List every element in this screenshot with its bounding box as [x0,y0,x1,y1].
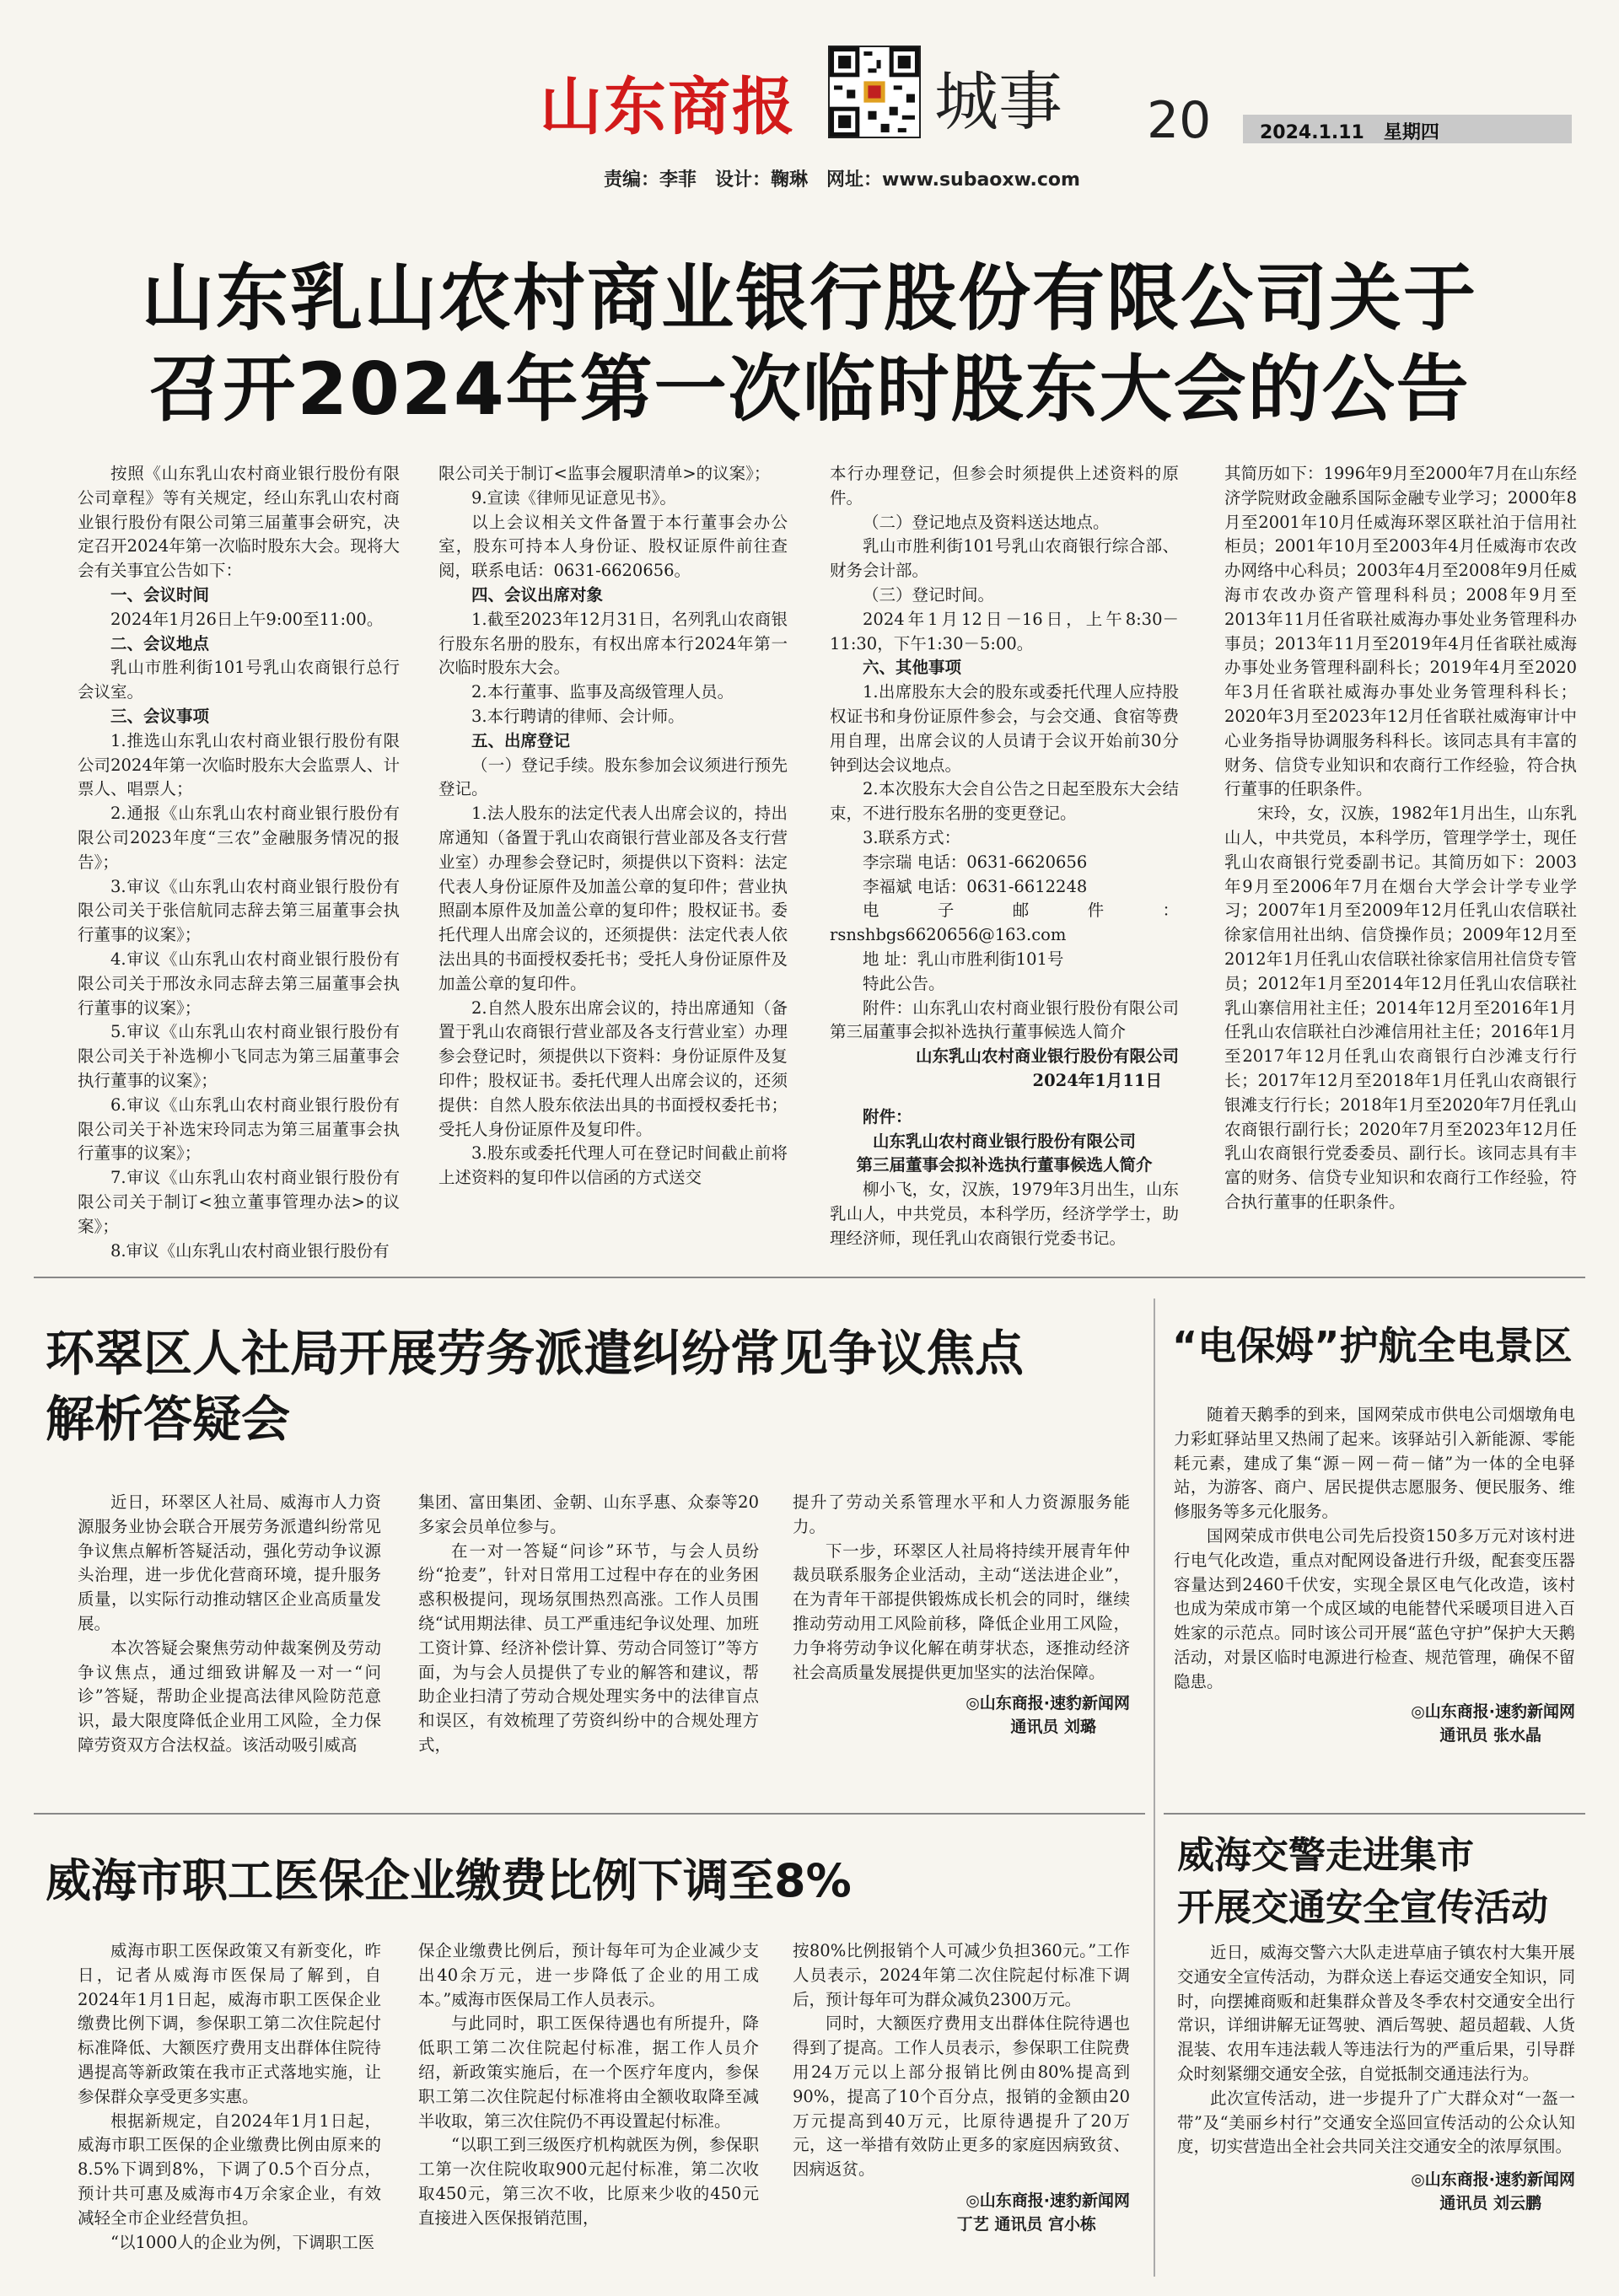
power-article-body: 随着天鹅季的到来，国网荣成市供电公司烟墩角电力彩虹驿站里又热闹了起来。该驿站引入新能源、零能耗元素，建成了集“源－网－荷－储”为一体的全电驿站，为游客、商户、居民提供志愿服务、便民服务、维修服务等多元化服务。 国网荣成市供电公司先后投资150多万元对该村进行电气化改造，重点对配网设备进行升级，配套变压器容量达到2460千伏安，实现全景区电气化改造，该村也成为荣成市第一个成区域的电能替代采暖项目进入百姓家的示范点。同时该公司开展“蓝色守护”保护大天鹅活动，对景区临时电源进行检查、规范管理，确保不留隐患。 ◎山东商报·速豹新闻网 通讯员 张水晶 [1174,1403,1575,1747]
labor-column-2: 集团、富田集团、金朝、山东孚惠、众泰等20多家会员单位参与。 在一对一答疑“问诊”环节，与会人员纷纷“抢麦”，针对日常用工过程中存在的业务困惑积极提问，现场氛围热烈高涨。工作人员围绕“试用期法律、员工严重违纪争议处理、加班工资计算、经济补偿计算、劳动合同签订”等方面，为与会人员提供了专业的解答和建议，帮助企业扫清了劳动合规处理实务中的法律盲点和误区，有效梳理了劳资纠纷中的合规处理方式， [418,1492,759,1755]
qr-code-icon [828,46,921,138]
article-divider [34,1813,1145,1815]
notice-headline: 山东乳山农村商业银行股份有限公司关于 召开2024年第一次临时股东大会的公告 [142,256,1477,432]
notice-column-2: 限公司关于制订<监事会履职清单>的议案》； 9.宣读《律师见证意见书》。 以上会议相关文件备置于本行董事会办公室，股东可持本人身份证、股权证原件前往查阅，联系电话：0631-6620656。 四、会议出席对象 1.截至2023年12月31日，名列乳山农商银行股东名册的股东，有权出席本行2024年第一次临时股东大会。 2.本行董事、监事及高级管理人员。 3.本行聘请的律师、会计师。 五、出席登记 （一）登记手续。股东参加会议须进行预先登记。 1.法人股东的法定代表人出席会议的，持出席通知（备置于乳山农商银行营业部及各支行营业室）办理参会登记时，须提供以下资料：法定代表人身份证原件及加盖公章的复印件；营业执照副本原件及加盖公章的复印件；股权证书。委托代理人出席会议的，还须提供：法定代表人依法出具的书面授权委托书；受托人身份证原件及加盖公章的复印件。 2.自然人股东出席会议的，持出席通知（备置于乳山农商银行营业部及各支行营业室）办理参会登记时，须提供以下资料：身份证原件及复印件；股权证书。委托代理人出席会议的，还须提供：自然人股东依法出具的书面授权委托书；受托人身份证原件及复印件。 3.股东或委托代理人可在登记时间截止前将上述资料的复印件以信函的方式送交 [438,464,788,1188]
medical-byline: ◎山东商报·速豹新闻网 丁艺 通讯员 宫小栋 [956,2191,1130,2234]
notice-signature: 山东乳山农村商业银行股份有限公司 [915,1046,1179,1067]
labor-byline: ◎山东商报·速豹新闻网 通讯员 刘璐 [965,1694,1130,1737]
attachment-label: 附件： [863,1106,912,1126]
section-name: 城事 [934,64,1062,139]
article-divider-right [1164,1813,1585,1815]
notice-column-4: 其简历如下：1996年9月至2000年7月在山东经济学院财政金融系国际金融专业学习；2000年8月至2001年10月任威海环翠区联社泊于信用社柜员；2001年10月至2003年4月任威海市农改办网络中心科员；2003年4月至2008年9月任威海市农改办资产管理科科员；2008年9月至2013年11月任省联社威海办事处业务管理科办事员；2013年11月至2019年4月任省联社威海办事处业务管理科副科长；2019年4月至2020年3月任省联社威海办事处业务管理科科长；2020年3月至2023年12月任省联社威海审计中心业务指导协调服务科科长。该同志具有丰富的财务、信贷专业知识和农商行工作经验，符合执行董事的任职条件。 宋玲，女，汉族，1982年1月出生，山东乳山人，中共党员，本科学历，管理学学士，现任乳山农商银行党委副书记。其简历如下：2003年9月至2006年7月在烟台大学会计学专业学习；2007年1月至2009年12月任乳山农信联社徐家信用社出纳、信贷操作员；2009年12月至2012年1月任乳山农信联社徐家信用社信贷专管员；2012年1月至2014年12月任乳山农信联社乳山寨信用社主任；2014年12月至2016年1月任乳山农信联社白沙滩信用社主任；2016年1月至2017年12月任乳山农商银行白沙滩支行行长；2017年12月至2018年1月任乳山农商银行银滩支行行长；2018年1月至2020年7月任乳山农商银行副行长；2020年7月至2023年12月任乳山农商银行党委委员、副行长。该同志具有丰富的财务、信贷专业知识和农商行工作经验，符合执行董事的任职条件。 [1224,464,1577,1212]
traffic-byline: ◎山东商报·速豹新闻网 通讯员 刘云鹏 [1411,2170,1575,2213]
labor-article-title: 环翠区人社局开展劳务派遣纠纷常见争议焦点 解析答疑会 [46,1325,1025,1448]
column-divider [1154,1299,1155,2277]
power-article-title: “电保姆”护航全电景区 [1172,1323,1573,1368]
paper-logo: 山东商报 [540,71,796,143]
section-divider [34,1277,1585,1278]
notice-column-1: 按照《山东乳山农村商业银行股份有限公司章程》等有关规定，经山东乳山农村商业银行股份有限公司第三届董事会研究，决定召开2024年第一次临时股东大会。现将大会有关事宜公告如下： 一、会议时间 2024年1月26日上午9:00至11:00。 二、会议地点 乳山市胜利街101号乳山农商银行总行会议室。 三、会议事项 1.推选山东乳山农村商业银行股份有限公司2024年第一次临时股东大会监票人、计票人、唱票人； 2.通报《山东乳山农村商业银行股份有限公司2023年度“三农”金融服务情况的报告》； 3.审议《山东乳山农村商业银行股份有限公司关于张信航同志辞去第三届董事会执行董事的议案》； 4.审议《山东乳山农村商业银行股份有限公司关于邢汝永同志辞去第三届董事会执行董事的议案》； 5.审议《山东乳山农村商业银行股份有限公司关于补选柳小飞同志为第三届董事会执行董事的议案》； 6.审议《山东乳山农村商业银行股份有限公司关于补选宋玲同志为第三届董事会执行董事的议案》； 7.审议《山东乳山农村商业银行股份有限公司关于制订<独立董事管理办法>的议案》； 8.审议《山东乳山农村商业银行股份有 [78,464,400,1261]
power-byline: ◎山东商报·速豹新闻网 通讯员 张水晶 [1411,1702,1575,1745]
medical-column-3: 按80%比例报销个人可减少负担360元。”工作人员表示，2024年第二次住院起付标准下调后，预计每年可为群众减负2300万元。 同时，大额医疗费用支出群体住院待遇也得到了提高。工作人员表示，参保职工住院费用24万元以上部分报销比例由80%提高到90%，提高了10个百分点，报销的金额由20万元提高到40万元，比原待遇提升了20万元，这一举措有效防止更多的家庭因病致贫、因病返贫。 ◎山东商报·速豹新闻网 丁艺 通讯员 宫小栋 [793,1939,1130,2236]
credits-line [604,165,1099,191]
designer-credit: 设计：鞠琳 [715,169,809,191]
medical-article-title: 威海市职工医保企业缴费比例下调至8% [46,1854,852,1907]
medical-column-1: 威海市职工医保政策又有新变化，昨日，记者从威海市医保局了解到，自2024年1月1日起，威海市职工医保企业缴费比例下调，参保职工第二次住院起付标准降低、大额医疗费用支出群体住院待遇提高等新政策在我市正式落地实施，让参保群众享受更多实惠。 根据新规定，自2024年1月1日起，威海市职工医保的企业缴费比例由原来的8.5%下调到8%，下调了0.5个百分点，预计共可惠及威海市4万余家企业，有效减轻全市企业经营负担。 “以1000人的企业为例，下调职工医 [78,1941,381,2252]
traffic-article-title: 威海交警走进集市 开展交通安全宣传活动 [1177,1834,1548,1929]
labor-column-3: 提升了劳动关系管理水平和人力资源服务能力。 下一步，环翠区人社局将持续开展青年仲裁员联系服务企业活动，主动“送法进企业”，在为青年干部提供锻炼成长机会的同时，继续推动劳动用工风险前移，降低企业用工风险，力争将劳动争议化解在萌芽状态，逐推动经济社会高质量发展提供更加坚实的法治保障。 ◎山东商报·速豹新闻网 通讯员 刘璐 [793,1491,1130,1739]
website-credit: 网址：www.subaoxw.com [826,169,1080,191]
traffic-article-body: 近日，威海交警六大队走进草庙子镇农村大集开展交通安全宣传活动，为群众送上春运交通安全知识，同时，向摆摊商贩和赶集群众普及冬季农村交通安全出行常识，详细讲解无证驾驶、酒后驾驶、超员超载、人货混装、农用车违法载人等违法行为的严重后果，引导群众时刻紧绷交通安全弦，自觉抵制交通违法行为。 此次宣传活动，进一步提升了广大群众对“一盔一带”及“美丽乡村行”交通安全巡回宣传活动的公众认知度，切实营造出全社会共同关注交通安全的浓厚氛围。 ◎山东商报·速豹新闻网 通讯员 刘云鹏 [1177,1941,1575,2215]
issue-date: 2024.1.11 星期四 [1260,122,1439,143]
editor-credit: 责编：李菲 [604,169,697,191]
notice-signature-date: 2024年1月11日 [1032,1070,1162,1090]
page-number: 20 [1147,91,1212,150]
attachment-title: 山东乳山农村商业银行股份有限公司 [872,1131,1136,1151]
notice-column-3: 本行办理登记，但参会时须提供上述资料的原件。 （二）登记地点及资料送达地点。 乳山市胜利街101号乳山农商银行综合部、财务会计部。 （三）登记时间。 2024年1月12日－16日，上午8:30－11:30，下午1:30－5:00。 六、其他事项 1.出席股东大会的股东或委托代理人应持股权证书和身份证原件参会，与会交通、食宿等费用自理，出席会议的人员请于会议开始前30分钟到达会议地点。 2.本次股东大会自公告之日起至股东大会结束，不进行股东名册的变更登记。 3.联系方式： 李宗瑞 电话：0631-6620656 李福斌 电话：0631-6612248 电子邮件：rsnshbgs6620656@163.com 地 址：乳山市胜利街101号 特此公告。 附件：山东乳山农村商业银行股份有限公司第三届董事会拟补选执行董事候选人简介 山东乳山农村商业银行股份有限公司 2024年1月11日 附件： 山东乳山农村商业银行股份有限公司 第三届董事会拟补选执行董事候选人简介 柳小飞，女，汉族，1979年3月出生，山东乳山人，中共党员，本科学历，经济学学士，助理经济师，现任乳山农商银行党委书记。 [830,464,1179,1248]
medical-column-2: 保企业缴费比例后，预计每年可为企业减少支出40余万元，进一步降低了企业的用工成本。”威海市医保局工作人员表示。 与此同时，职工医保待遇也有所提升，降低职工第二次住院起付标准，据工作人员介绍，新政策实施后，在一个医疗年度内，参保职工第二次住院起付标准将由全额收取降至减半收取，第三次住院仍不再设置起付标准。 “以职工到三级医疗机构就医为例，参保职工第一次住院收取900元起付标准，第二次收取450元，第三次不收，比原来少收的450元直接进入医保报销范围， [418,1941,759,2228]
labor-column-1: 近日，环翠区人社局、威海市人力资源服务业协会联合开展劳务派遣纠纷常见争议焦点解析答疑活动，强化劳动争议源头治理，进一步优化营商环境，提升服务质量，以实际行动推动辖区企业高质量发展。 本次答疑会聚焦劳动仲裁案例及劳动争议焦点，通过细致讲解及一对一“问诊”答疑，帮助企业提高法律风险防范意识，最大限度降低企业用工风险，全力保障劳资双方合法权益。该活动吸引威高 [78,1492,381,1755]
